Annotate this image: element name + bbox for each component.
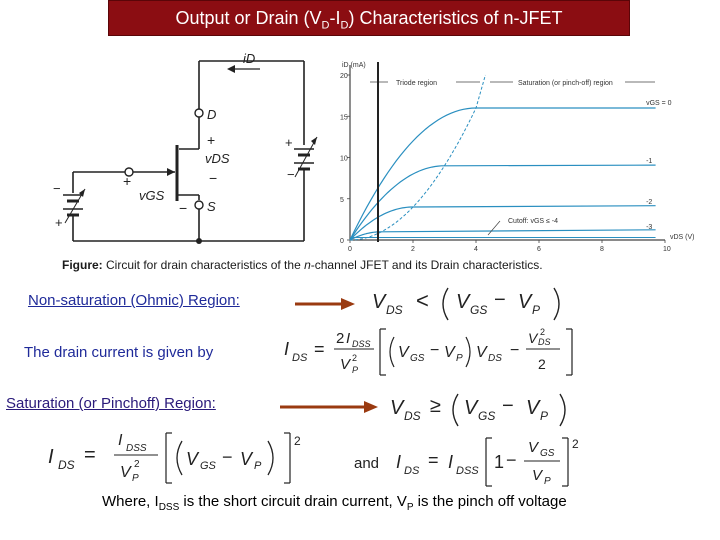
drain-characteristics-chart bbox=[330, 55, 710, 255]
svg-text:DSS: DSS bbox=[126, 443, 147, 454]
svg-text:I: I bbox=[284, 339, 290, 359]
svg-text:2: 2 bbox=[572, 437, 579, 451]
svg-text:GS: GS bbox=[540, 448, 555, 459]
pinchoff-note bbox=[102, 492, 622, 518]
curve-line bbox=[350, 108, 656, 240]
svg-text:V: V bbox=[390, 397, 404, 419]
caption-italic: n bbox=[304, 258, 311, 272]
id-label: iD bbox=[243, 51, 256, 66]
svg-text:1: 1 bbox=[494, 452, 505, 472]
svg-text:2: 2 bbox=[352, 353, 358, 363]
drain-current-equation bbox=[280, 323, 610, 383]
svg-text:DS: DS bbox=[538, 337, 551, 347]
source-label: S bbox=[207, 199, 216, 214]
svg-text:−: − bbox=[510, 342, 520, 359]
characteristic-curves bbox=[350, 75, 672, 240]
svg-text:DSS: DSS bbox=[352, 339, 371, 349]
vds-minus: − bbox=[209, 170, 218, 186]
svg-text:2: 2 bbox=[336, 330, 345, 347]
curve-label: -2 bbox=[646, 199, 653, 206]
cutoff-label: Cutoff: vGS ≤ -4 bbox=[508, 218, 559, 225]
caption-label: Figure: bbox=[62, 258, 103, 272]
arrow-icon bbox=[280, 400, 380, 414]
curve-line bbox=[350, 230, 656, 240]
svg-text:V: V bbox=[528, 330, 538, 346]
x-axis-label: vDS (V) bbox=[670, 234, 695, 241]
svg-text:2: 2 bbox=[540, 327, 546, 337]
saturation-condition-equation bbox=[388, 388, 588, 432]
x-tick-label: 2 bbox=[411, 246, 415, 253]
x-tick-label: 0 bbox=[348, 246, 352, 253]
note-text3: is the pinch off voltage bbox=[413, 493, 567, 510]
figure-caption bbox=[62, 258, 543, 272]
curve-line bbox=[350, 165, 656, 240]
svg-text:V: V bbox=[120, 464, 131, 481]
svg-text:2: 2 bbox=[538, 356, 546, 372]
nonsaturation-heading: Non-saturation (Ohmic) Region: bbox=[28, 292, 240, 309]
y-tick-label: 5 bbox=[340, 196, 344, 204]
svg-text:V: V bbox=[398, 344, 409, 361]
jfet-circuit-diagram bbox=[55, 45, 325, 250]
pinchoff-locus bbox=[350, 75, 485, 240]
curve-line bbox=[350, 206, 656, 240]
svg-text:=: = bbox=[314, 339, 325, 359]
svg-text:I: I bbox=[448, 452, 454, 472]
page-title bbox=[108, 0, 630, 36]
and-word: and bbox=[354, 455, 380, 472]
svg-text:≥: ≥ bbox=[430, 395, 441, 417]
note-text2: is the short circuit drain current, V bbox=[179, 493, 407, 510]
svg-text:DS: DS bbox=[404, 409, 421, 423]
svg-text:V: V bbox=[518, 291, 532, 313]
svg-text:P: P bbox=[456, 353, 463, 364]
arrow-icon bbox=[295, 297, 355, 311]
svg-text:I: I bbox=[346, 330, 351, 347]
svg-text:−: − bbox=[222, 447, 233, 467]
svg-text:V: V bbox=[528, 439, 539, 456]
title-suffix: ) Characteristics of n-JFET bbox=[348, 8, 563, 28]
svg-text:P: P bbox=[540, 409, 549, 423]
caption-text2: -channel JFET and its Drain characteristics. bbox=[310, 258, 543, 272]
svg-text:V: V bbox=[340, 356, 351, 373]
saturation-region-label: Saturation (or pinch-off) region bbox=[518, 80, 613, 87]
svg-text:GS: GS bbox=[410, 353, 425, 364]
saturation-current-alt-equation bbox=[350, 428, 600, 492]
svg-text:DS: DS bbox=[404, 465, 420, 477]
svg-text:<: < bbox=[416, 288, 429, 313]
svg-text:P: P bbox=[544, 476, 551, 487]
source-node bbox=[195, 201, 203, 209]
svg-text:=: = bbox=[84, 444, 96, 466]
triode-region-label: Triode region bbox=[396, 80, 437, 87]
y-tick-label: 10 bbox=[340, 155, 348, 163]
x-tick-label: 10 bbox=[663, 246, 671, 253]
saturation-heading: Saturation (or Pinchoff) Region: bbox=[6, 395, 216, 412]
drain-current-text: The drain current is given by bbox=[24, 344, 214, 361]
svg-text:I: I bbox=[48, 446, 54, 468]
right-batt-minus: − bbox=[287, 167, 295, 182]
y-tick-label: 15 bbox=[340, 114, 348, 122]
curve-label: -1 bbox=[646, 157, 653, 165]
note-sub-p: P bbox=[406, 502, 414, 513]
vgs-minus: − bbox=[179, 200, 188, 216]
svg-text:V: V bbox=[372, 291, 386, 313]
vgs-label: vGS bbox=[139, 188, 165, 203]
y-tick-label: 0 bbox=[340, 238, 344, 245]
svg-text:2: 2 bbox=[134, 459, 140, 470]
ohmic-condition-equation bbox=[368, 282, 578, 326]
svg-text:V: V bbox=[532, 467, 543, 484]
svg-text:V: V bbox=[444, 344, 455, 361]
svg-text:−: − bbox=[430, 342, 440, 359]
title-sub-d1: D bbox=[321, 19, 330, 32]
svg-text:DS: DS bbox=[58, 458, 75, 472]
right-batt-plus: + bbox=[285, 135, 293, 150]
svg-text:GS: GS bbox=[470, 303, 488, 317]
svg-text:V: V bbox=[464, 397, 478, 419]
svg-text:V: V bbox=[240, 449, 253, 469]
svg-text:P: P bbox=[532, 303, 541, 317]
curve-label: -3 bbox=[646, 223, 653, 231]
svg-text:DSS: DSS bbox=[456, 465, 479, 477]
vgs-plus: + bbox=[123, 173, 132, 189]
svg-text:P: P bbox=[254, 460, 262, 472]
title-sub-d2: D bbox=[340, 19, 349, 32]
svg-text:DS: DS bbox=[488, 353, 502, 364]
y-axis-label: iD (mA) bbox=[342, 62, 366, 69]
svg-text:P: P bbox=[132, 473, 139, 484]
axis-ticks bbox=[340, 73, 671, 253]
svg-text:−: − bbox=[506, 450, 517, 470]
title-mid: -I bbox=[329, 8, 341, 28]
saturation-current-equation bbox=[40, 425, 310, 491]
drain-label: D bbox=[207, 107, 217, 122]
drain-node bbox=[195, 109, 203, 117]
svg-text:GS: GS bbox=[200, 460, 216, 472]
x-tick-label: 8 bbox=[600, 246, 604, 253]
svg-text:V: V bbox=[526, 397, 540, 419]
y-tick-label: 20 bbox=[340, 73, 348, 80]
svg-text:GS: GS bbox=[478, 409, 496, 423]
x-tick-label: 4 bbox=[474, 246, 478, 253]
title-prefix: Output or Drain (V bbox=[175, 8, 322, 28]
svg-text:V: V bbox=[456, 291, 470, 313]
left-batt-minus: − bbox=[53, 181, 61, 196]
x-tick-label: 6 bbox=[537, 246, 541, 253]
note-sub-dss: DSS bbox=[158, 502, 180, 513]
svg-text:2: 2 bbox=[294, 434, 301, 448]
svg-text:V: V bbox=[186, 449, 199, 469]
caption-text: Circuit for drain characteristics of the bbox=[102, 258, 305, 272]
svg-text:DS: DS bbox=[386, 303, 403, 317]
curve-label: vGS = 0 bbox=[646, 100, 672, 107]
left-batt-plus: + bbox=[55, 215, 63, 230]
svg-text:I: I bbox=[118, 432, 123, 449]
vds-label: vDS bbox=[205, 151, 230, 166]
svg-text:V: V bbox=[476, 344, 487, 361]
svg-text:−: − bbox=[502, 395, 514, 417]
svg-text:I: I bbox=[396, 452, 402, 472]
vds-plus: + bbox=[207, 132, 216, 148]
svg-text:DS: DS bbox=[292, 352, 308, 364]
svg-text:P: P bbox=[352, 365, 359, 375]
note-text1: Where, I bbox=[102, 493, 159, 510]
graph-guide-line bbox=[377, 62, 379, 242]
svg-text:−: − bbox=[494, 289, 506, 311]
svg-text:=: = bbox=[428, 450, 439, 470]
